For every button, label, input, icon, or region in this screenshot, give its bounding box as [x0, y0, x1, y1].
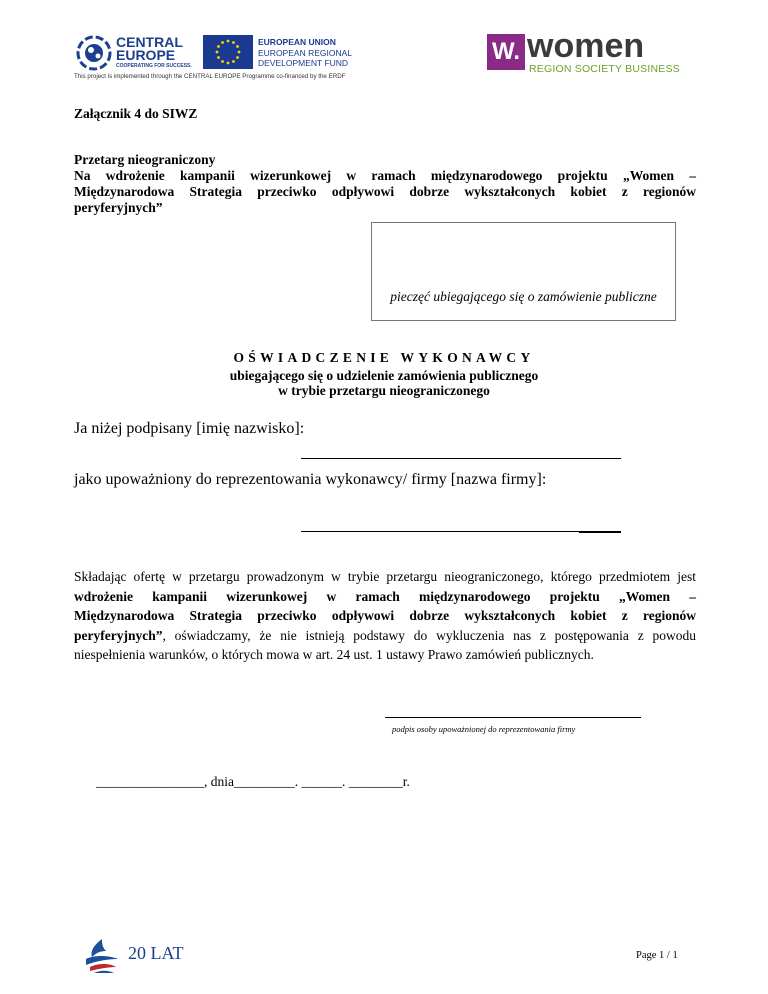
tender-line-2: Na wdrożenie kampanii wizerunkowej w ramach międzynarodowego projektu „Women –: [74, 168, 696, 183]
women-logo: [487, 27, 680, 76]
signed-name-label: Ja niżej podpisany [imię nazwisko]:: [74, 420, 305, 437]
anniversary-logo: [80, 935, 190, 981]
ce-line1: CENTRAL: [116, 34, 183, 50]
signed-name-field-line[interactable]: [301, 458, 621, 459]
declaration-title: OŚWIADCZENIE WYKONAWCY: [233, 350, 535, 365]
anniversary-text: 20 LAT: [128, 943, 184, 963]
annex-title: Załącznik 4 do SIWZ: [74, 106, 198, 121]
body-line-4: [74, 626, 696, 646]
place-date-line[interactable]: ________________, dnia_________. ______. ________r.: [96, 774, 410, 789]
ce-tagline: COOPERATING FOR SUCCESS.: [116, 63, 192, 69]
tender-heading: [74, 152, 696, 216]
body-line-3: Międzynarodowa Strategia przeciwko odpływowi dobrze wykształconych kobiet z regionów: [74, 608, 696, 623]
company-name-field-line-extra: [579, 532, 621, 533]
stamp-box: [371, 222, 676, 321]
body-line-4-rest: , oświadczamy, że nie istnieją podstawy do wykluczenia nas z postępowania z powodu: [162, 627, 696, 643]
company-name-field-line[interactable]: [301, 531, 621, 532]
programme-caption: This project is implemented through the CENTRAL EUROPE Programme co-financed by the ERDF: [74, 73, 346, 80]
signature-caption: podpis osoby upoważnionej do reprezentowania firmy: [392, 724, 576, 734]
page-number: Page 1 / 1: [636, 950, 678, 961]
women-word: women: [527, 27, 645, 65]
eu-line1: EUROPEAN UNION: [258, 37, 336, 47]
ce-line2: EUROPE: [116, 47, 176, 63]
declaration-subtitle-1: ubiegającego się o udzielenie zamówienia publicznego: [229, 368, 539, 383]
body-line-2: wdrożenie kampanii wizerunkowej w ramach międzynarodowego projektu „Women –: [74, 588, 696, 604]
eu-line2: EUROPEAN REGIONAL: [258, 48, 352, 58]
declaration-body: [74, 567, 696, 665]
tender-line-3: Międzynarodowa Strategia przeciwko odpływowi dobrze wykształconych kobiet z regionów: [74, 184, 696, 199]
women-mark-icon: W.: [487, 34, 525, 70]
women-tagline: REGION SOCIETY BUSINESS: [529, 63, 680, 75]
signature-line[interactable]: [385, 717, 641, 718]
tender-line-1: Przetarg nieograniczony: [74, 152, 216, 167]
eu-flag-icon: [203, 35, 253, 69]
tender-line-4: peryferyjnych”: [74, 200, 163, 215]
anniversary-emblem-icon: [80, 937, 124, 977]
body-line-4-bold: peryferyjnych”: [74, 627, 163, 643]
eu-line3: DEVELOPMENT FUND: [258, 58, 349, 68]
declaration-subtitle-2: w trybie przetargu nieograniczonego: [278, 383, 490, 398]
company-name-label: jako upoważniony do reprezentowania wykonawcy/ firmy [nazwa firmy]:: [74, 471, 547, 488]
body-line-5: niespełnienia warunków, o których mowa w art. 24 ust. 1 ustawy Prawo zamówień publicznych.: [74, 647, 594, 662]
stamp-caption: pieczęć ubiegającego się o zamówienie publiczne: [390, 289, 657, 304]
eu-logo: [203, 35, 352, 73]
body-line-1: Składając ofertę w przetargu prowadzonym w trybie przetargu nieograniczonego, którego przedmiotem jest: [74, 569, 696, 584]
